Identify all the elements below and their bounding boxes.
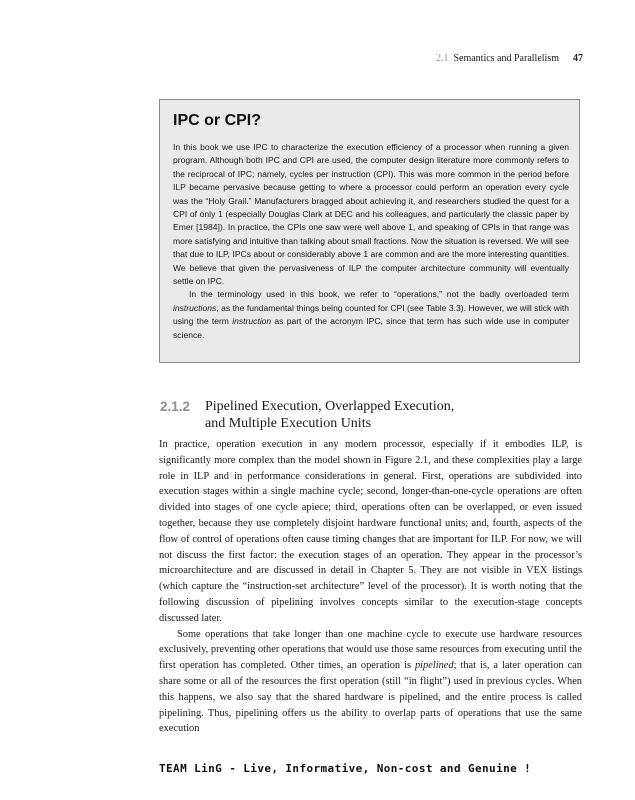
body-text-run: ; that is, a later operation can share some or all of the resources the first operation (still “in flight”) used in previous cycles. When this happens, we also say that the shared hardware is pipelined, and the entire process is called pipelining. Thus, pipelining offers us the ability to overlap parts of operations that use the same execution [159,660,582,735]
running-head-section-number: 2.1 [435,53,449,64]
body-emphasis: pipelined [414,660,454,672]
body-text-run: Some operations that take longer than one machine cycle to execute use hardware resources exclusively, preventing other operations that would use those same resources from executing until the first operation has completed. Other times, an operation is [159,628,582,672]
footer-watermark: TEAM LinG - Live, Informative, Non-cost and Genuine ! [159,762,532,775]
running-head-section-title: Semantics and Parallelism [453,53,559,64]
sidebar-paragraph [173,288,569,342]
page-number: 47 [573,53,583,64]
running-head [436,53,583,64]
section-title-line-1: Pipelined Execution, Overlapped Execution, [205,399,455,414]
body-text-run: In practice, operation execution in any modern processor, especially if it embodies ILP, is significantly more complex than the model shown in Figure 2.1, and these complexities play a large role in ILP and in performance considerations in general. First, operations are subdivided into execution stages within a single machine cycle; second, longer-than-one-cycle operations are often divided into stages of one cycle apiece; third, operations often can be overlapped, or even issued together, because they use completely disjoint hardware functional units; and, fourth, aspects of the flow of control of operations often cause timing changes that are important for ILP. For now, we will not discuss the first factor: the execution stages of an operation. They appear in the processor’s microarchitecture and are discussed in detail in Chapter 5. They are not visible in VEX listings (which capture the “instruction-set architecture” level of the processor). It is worth noting that the following discussion of pipelining involves concepts similar to the execution-stage concepts discussed later. [159,439,582,624]
sidebar-text: as part of the acronym IPC, since that term has such wide use in computer science. [173,316,569,340]
sidebar-emphasis: instruction [232,316,272,327]
sidebar-title: IPC or CPI? [173,112,262,129]
section-title-line-2: and Multiple Execution Units [205,416,372,431]
sidebar-text: In this book we use IPC to characterize the execution efficiency of a processor when running a given program. Although both IPC and CPI are used, the computer design literature more commonly refers to the reciprocal of IPC; namely, cycles per instruction (CPI). This was more common in the period before ILP became pervasive because getting to where a processor could perform an operation every cycle was the “Holy Grail.” Manufacturers bragged about achieving it, and researchers studied the quest for a CPI of only 1 (especially Douglas Clark at DEC and his colleagues, and particularly the classic paper by Emer [1984]). In practice, the CPIs one saw were well above 1, and speaking of CPIs in that range was more satisfying and intuitive than talking about small fractions. Now the situation is reversed. We will see that due to ILP, IPCs about or considerably above 1 are common and are the more interesting quantities. We believe that given the pervasiveness of ILP the computer architecture community will eventually settle on IPC. [173,142,569,287]
section-number: 2.1.2 [160,399,191,414]
sidebar-text: In the terminology used in this book, we refer to “operations,” not the badly overloaded term [189,289,569,300]
body-paragraph [159,437,582,627]
sidebar-text: , as the fundamental things being counted for CPI (see Table 3.3). However, we will stick with using the term [173,302,569,327]
section-heading [160,398,580,432]
body-paragraph [159,627,582,738]
sidebar-paragraph [173,141,569,288]
sidebar-emphasis: instructions [173,302,217,313]
sidebar-box [159,99,580,363]
body-text [159,437,582,737]
